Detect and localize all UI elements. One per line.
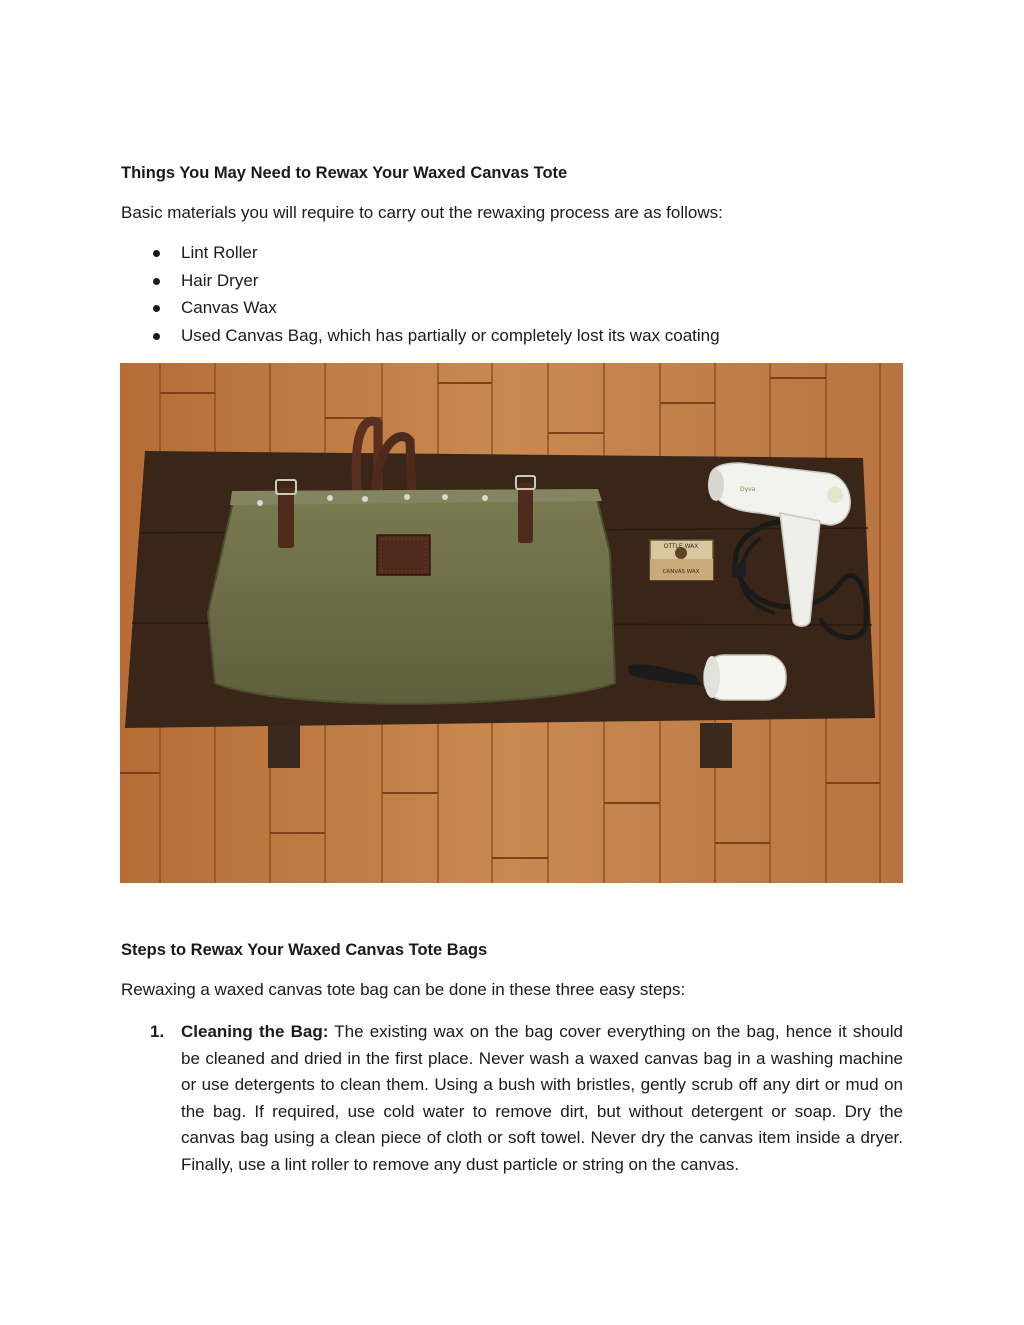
materials-photo bbox=[120, 363, 903, 883]
materials-intro: Basic materials you will require to carry out the rewaxing process are as follows: bbox=[121, 203, 723, 222]
wax-label-bottom: CANVAS WAX bbox=[662, 569, 700, 575]
list-item: Hair Dryer bbox=[121, 271, 921, 299]
list-item: Canvas Wax bbox=[121, 298, 921, 326]
section-heading-steps: Steps to Rewax Your Waxed Canvas Tote Bags bbox=[121, 941, 488, 959]
materials-list bbox=[121, 243, 921, 353]
bullet-icon bbox=[153, 305, 160, 312]
bullet-icon bbox=[153, 333, 160, 340]
step-text: The existing wax on the bag cover everything on the bag, hence it should be cleaned and dried in the first place. Never wash a waxed canvas bag in a washing machine or use detergents to clean them. Using a bush with bristles, gently scrub off any dirt or mud on the bag. If required, use cold water to remove dirt, but without detergent or soap. Dry the canvas bag using a clean piece of cloth or soft towel. Never dry the canvas item inside a dryer. Finally, use a lint roller to remove any dust particle or string on the canvas. bbox=[181, 1022, 903, 1174]
dryer-label: Dyva bbox=[740, 486, 756, 493]
bullet-icon bbox=[153, 278, 160, 285]
list-item: Lint Roller bbox=[121, 243, 921, 271]
list-item: Used Canvas Bag, which has partially or completely lost its wax coating bbox=[121, 326, 921, 354]
step-title: Cleaning the Bag: bbox=[181, 1022, 329, 1041]
section-heading-materials: Things You May Need to Rewax Your Waxed Canvas Tote bbox=[121, 164, 568, 182]
steps-list bbox=[121, 1019, 903, 1179]
bullet-icon bbox=[153, 250, 160, 257]
list-item bbox=[121, 1019, 903, 1179]
step-number: 1. bbox=[150, 1022, 165, 1041]
steps-intro: Rewaxing a waxed canvas tote bag can be done in these three easy steps: bbox=[121, 980, 686, 999]
wax-label-top: OTTLE WAX bbox=[663, 543, 699, 550]
